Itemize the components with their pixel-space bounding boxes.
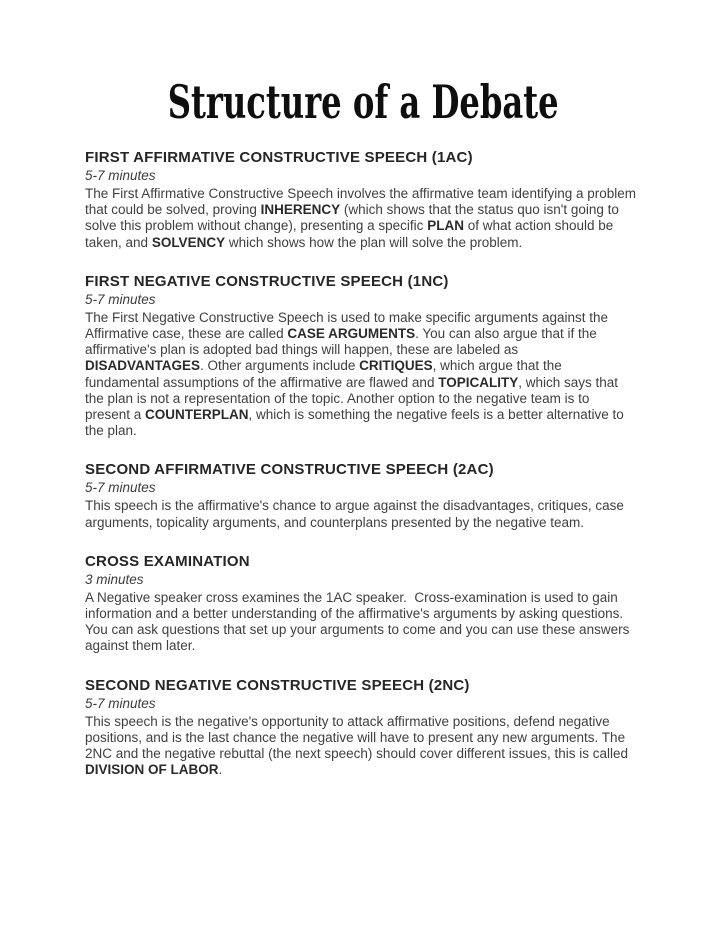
section-body: The First Affirmative Constructive Speech involves the affirmative team identifying a problem that could be solved, proving INHERENCY (which shows that the status quo isn't going to solve this problem without change), presenting a specific PLAN of what action should be taken, and SOLVENCY which shows how the plan will solve the problem. — [85, 186, 636, 250]
section-heading: FIRST NEGATIVE CONSTRUCTIVE SPEECH (1NC) — [85, 272, 449, 290]
section-duration: 5-7 minutes — [85, 480, 156, 496]
speech-section — [85, 272, 637, 440]
sections-container — [85, 148, 637, 778]
section-heading: CROSS EXAMINATION — [85, 552, 250, 570]
section-heading: SECOND NEGATIVE CONSTRUCTIVE SPEECH (2NC) — [85, 676, 470, 694]
section-duration: 5-7 minutes — [85, 695, 156, 711]
speech-section — [85, 460, 637, 530]
section-heading: SECOND AFFIRMATIVE CONSTRUCTIVE SPEECH (2AC) — [85, 461, 494, 479]
section-body: This speech is the affirmative's chance to argue against the disadvantages, critiques, case arguments, topicality arguments, and counterplans presented by the negative team. — [85, 498, 624, 530]
section-duration: 5-7 minutes — [85, 291, 156, 307]
section-body: A Negative speaker cross examines the 1AC speaker. Cross-examination is used to gain information and a better understanding of the affirmative's arguments by asking questions. You can ask questions that set up your arguments to come and you can use these answers against them later. — [85, 589, 630, 654]
section-body: The First Negative Constructive Speech is used to make specific arguments against the Affirmative case, these are called CASE ARGUMENTS. You can also argue that if the affirmative's plan is adopted bad things will happen, these are labeled as DISADVANTAGES. Other arguments include CRITIQUES, which argue that the fundamental assumptions of the affirmative are flawed and TOPICALITY, which says that the plan is not a representation of the topic. Another option to the negative team is to present a COUNTERPLAN, which is something the negative feels is a better alternative to the plan. — [85, 309, 624, 439]
speech-section — [85, 148, 637, 251]
section-body: This speech is the negative's opportunity to attack affirmative positions, defend negative positions, and is the last chance the negative will have to present any new arguments. The 2NC and the negative rebuttal (the next speech) should cover different issues, this is called DIVISION OF LABOR. — [85, 713, 629, 778]
page-title: Structure of a Debate — [167, 75, 559, 129]
section-heading: FIRST AFFIRMATIVE CONSTRUCTIVE SPEECH (1AC) — [85, 149, 473, 166]
section-duration: 3 minutes — [85, 571, 144, 587]
speech-section — [85, 552, 637, 655]
speech-section — [85, 676, 637, 779]
section-duration: 5-7 minutes — [85, 168, 156, 183]
